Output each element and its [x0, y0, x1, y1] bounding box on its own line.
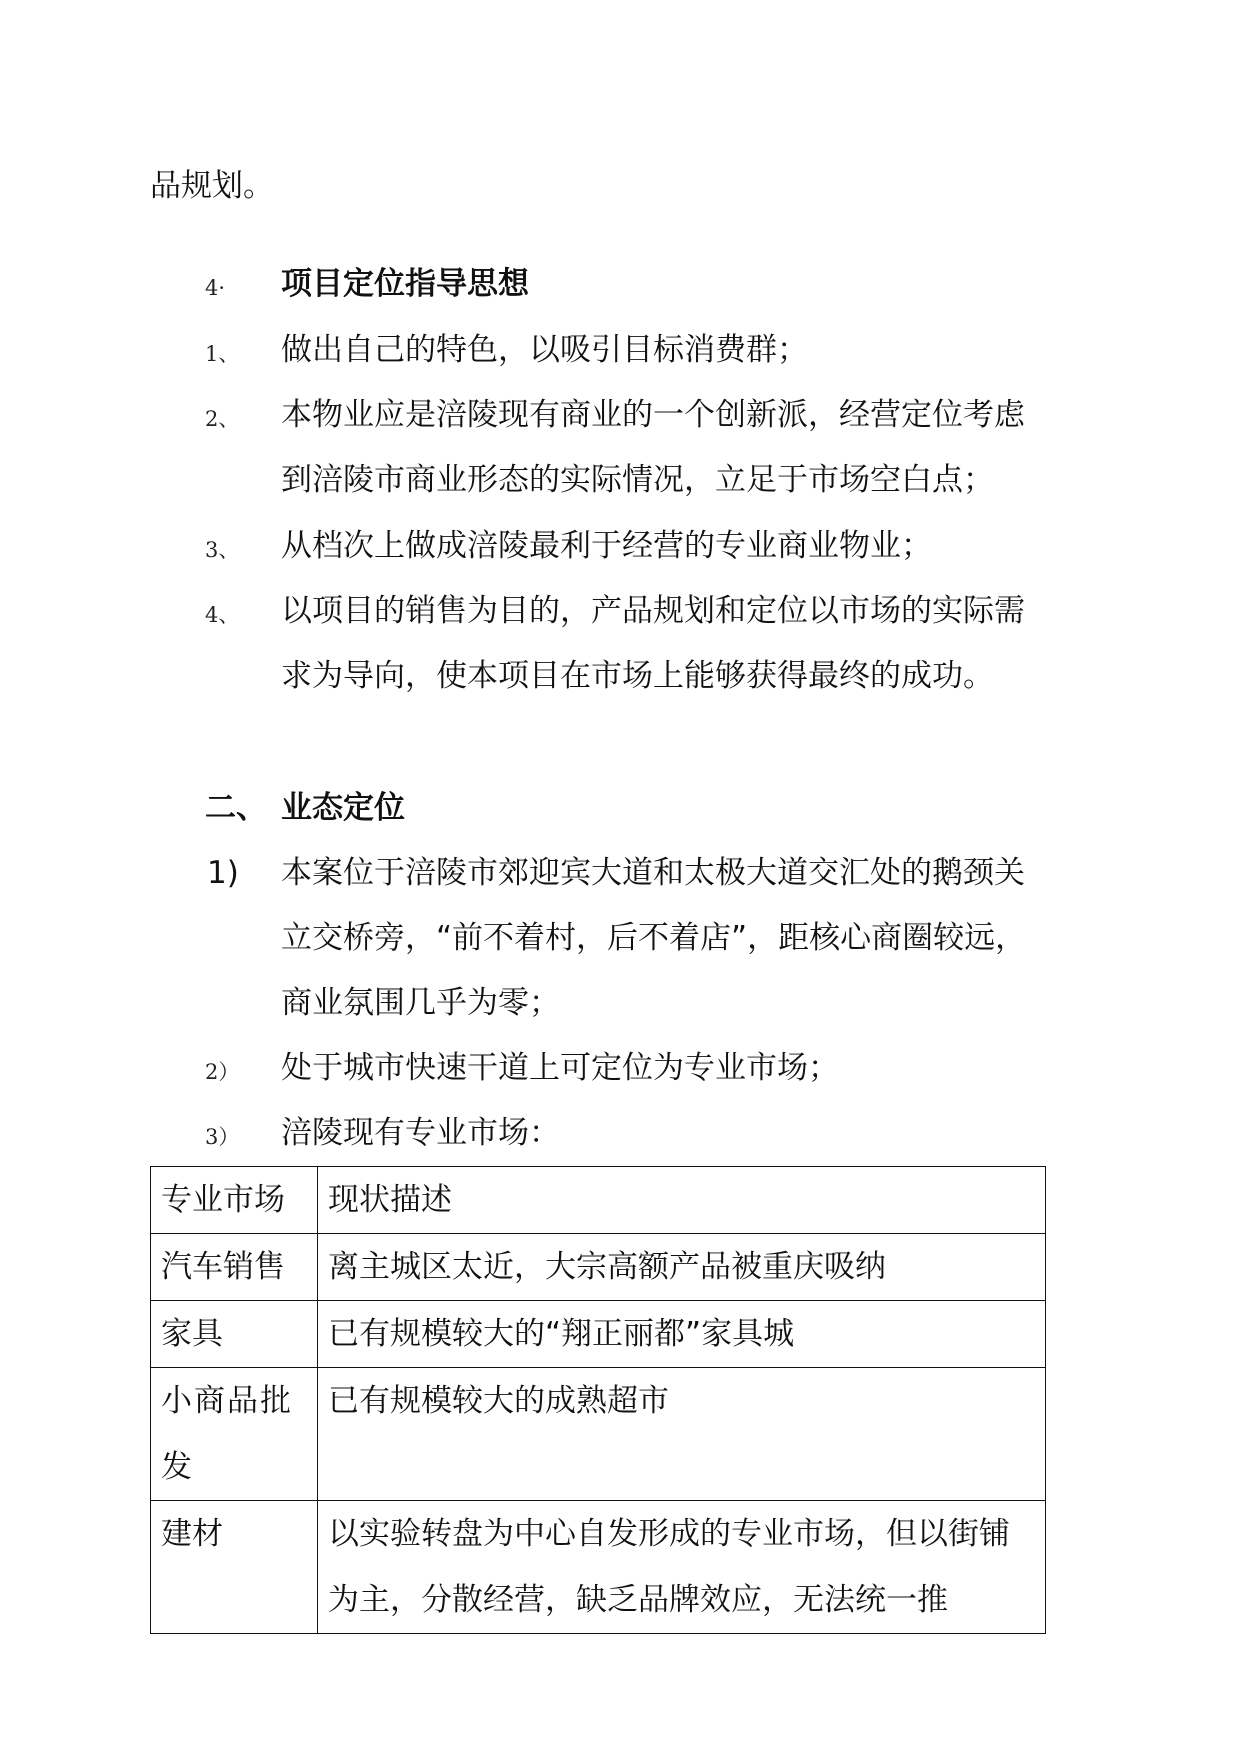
list-item-text: 做出自己的特色，以吸引目标消费群； — [281, 332, 808, 368]
table-row — [151, 1368, 1046, 1501]
list-item-text: 本物业应是涪陵现有商业的一个创新派，经营定位考虑 — [281, 397, 1025, 433]
list-item-text: 以项目的销售为目的，产品规划和定位以市场的实际需 — [281, 593, 1025, 629]
table-header-cell: 专业市场 — [151, 1167, 318, 1234]
continued-paragraph-end: 品规划。 — [150, 168, 274, 204]
table-cell: 汽车销售 — [151, 1234, 318, 1301]
market-table — [150, 1166, 1046, 1634]
table-cell: 小商品批发 — [151, 1368, 318, 1501]
table-cell: 离主城区太近，大宗高额产品被重庆吸纳 — [318, 1234, 1046, 1301]
table-row — [151, 1501, 1046, 1634]
section-heading: 项目定位指导思想 — [281, 266, 529, 302]
table-cell: 已有规模较大的“翔正丽都”家具城 — [318, 1301, 1046, 1368]
table-cell: 家具 — [151, 1301, 318, 1368]
table-header-cell: 现状描述 — [318, 1167, 1046, 1234]
list-item-number: 3、 — [205, 538, 240, 562]
list-item-number: 3） — [205, 1125, 240, 1149]
table-cell: 建材 — [151, 1501, 318, 1634]
list-item-number: 1、 — [205, 342, 240, 366]
table-header-row — [151, 1167, 1046, 1234]
list-item-text: 求为导向，使本项目在市场上能够获得最终的成功。 — [281, 658, 994, 694]
section-heading: 业态定位 — [281, 790, 405, 826]
table-cell: 以实验转盘为中心自发形成的专业市场，但以街铺为主，分散经营，缺乏品牌效应，无法统一推 — [318, 1501, 1046, 1634]
list-item-text: 从档次上做成涪陵最利于经营的专业商业物业； — [281, 528, 932, 564]
list-item-text: 立交桥旁，“前不着村，后不着店”，距核心商圈较远， — [281, 920, 1027, 956]
table-row — [151, 1301, 1046, 1368]
list-item-text: 涪陵现有专业市场： — [281, 1115, 560, 1151]
list-item-text: 本案位于涪陵市郊迎宾大道和太极大道交汇处的鹅颈关 — [281, 855, 1025, 891]
list-item-text: 商业氛围几乎为零； — [281, 985, 560, 1021]
table-row — [151, 1234, 1046, 1301]
list-item-text: 处于城市快速干道上可定位为专业市场； — [281, 1050, 839, 1086]
list-item-text: 到涪陵市商业形态的实际情况，立足于市场空白点； — [281, 462, 994, 498]
list-item-number: 4、 — [205, 603, 240, 627]
section-number: 4· — [205, 276, 226, 300]
section-number: 二、 — [205, 790, 267, 826]
list-item-number: 1) — [207, 855, 239, 891]
list-item-number: 2、 — [205, 407, 240, 431]
table-cell: 已有规模较大的成熟超市 — [318, 1368, 1046, 1501]
list-item-number: 2） — [205, 1060, 240, 1084]
